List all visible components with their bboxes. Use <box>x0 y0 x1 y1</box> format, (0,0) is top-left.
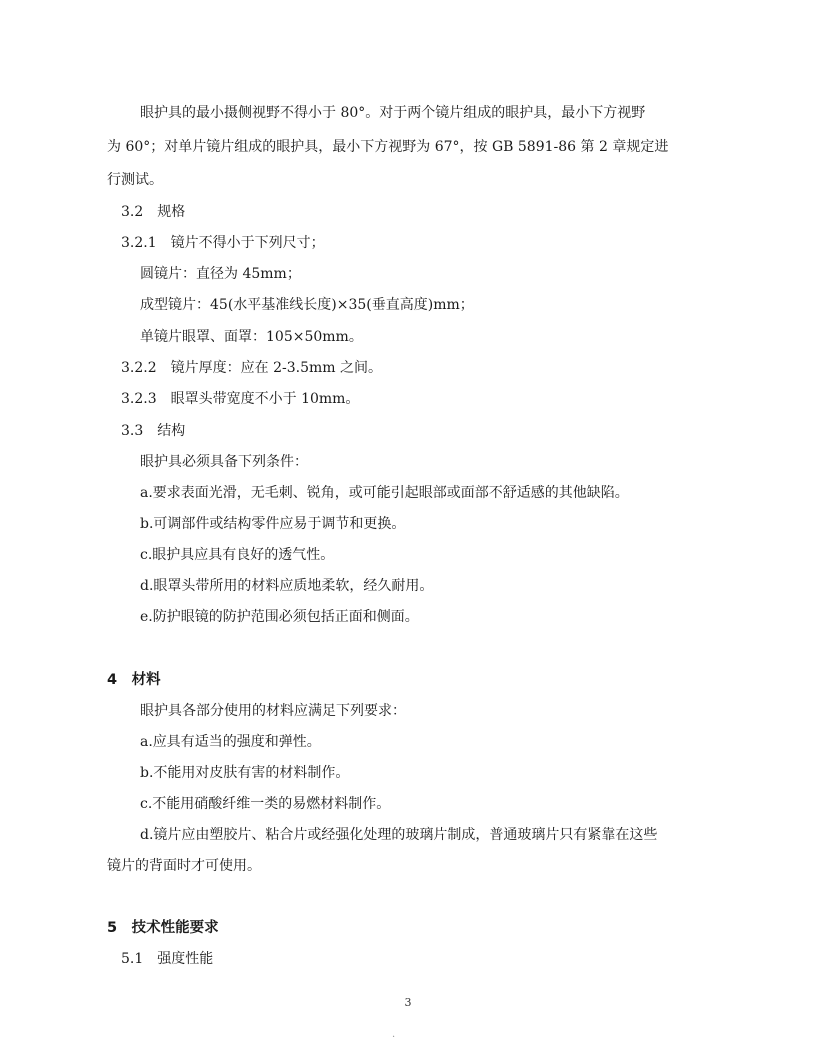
clause-3-2-3: 3.2.3 眼罩头带宽度不小于 10mm。 <box>121 391 360 407</box>
list-item: 圆镜片：直径为 45mm； <box>140 266 301 282</box>
list-item: d.镜片应由塑胶片、粘合片或经强化处理的玻璃片制成，普通玻璃片只有紧靠在这些 <box>140 827 658 843</box>
paragraph-line: 眼护具各部分使用的材料应满足下列要求： <box>140 703 406 719</box>
list-item: d.眼罩头带所用的材料应质地柔软，经久耐用。 <box>140 578 434 594</box>
paragraph-line: 为 60°；对单片镜片组成的眼护具，最小下方视野为 67°，按 GB 5891-86 第 2 章规定进 <box>107 139 669 155</box>
section-heading-4: 4 材料 <box>107 672 161 688</box>
paragraph-line: 镜片的背面时才可使用。 <box>107 858 261 874</box>
list-item: b.可调部件或结构零件应易于调节和更换。 <box>140 516 406 532</box>
section-heading-5: 5 技术性能要求 <box>107 920 219 936</box>
section-heading-5-1: 5.1 强度性能 <box>121 951 214 967</box>
footer-mark: · <box>392 1032 396 1043</box>
list-item: b.不能用对皮肤有害的材料制作。 <box>140 765 350 781</box>
section-heading-3-3: 3.3 结构 <box>121 423 186 439</box>
paragraph-line: 眼护具必须具备下列条件： <box>140 454 308 470</box>
page-number: 3 <box>404 996 412 1009</box>
list-item: e.防护眼镜的防护范围必须包括正面和侧面。 <box>140 609 419 625</box>
list-item: 成型镜片：45(水平基准线长度)×35(垂直高度)mm； <box>140 297 474 313</box>
paragraph-line: 行测试。 <box>107 172 163 188</box>
list-item: c.眼护具应具有良好的透气性。 <box>140 547 335 563</box>
section-heading-3-2: 3.2 规格 <box>121 204 186 220</box>
list-item: 单镜片眼罩、面罩：105×50mm。 <box>140 329 363 345</box>
list-item: a.应具有适当的强度和弹性。 <box>140 734 321 750</box>
list-item: c.不能用硝酸纤维一类的易燃材料制作。 <box>140 796 391 812</box>
paragraph-line: 眼护具的最小摄侧视野不得小于 80°。对于两个镜片组成的眼护具，最小下方视野 <box>140 105 646 121</box>
clause-3-2-2: 3.2.2 镜片厚度：应在 2-3.5mm 之间。 <box>121 360 382 376</box>
list-item: a.要求表面光滑，无毛刺、锐角，或可能引起眼部或面部不舒适感的其他缺陷。 <box>140 485 629 501</box>
clause-3-2-1: 3.2.1 镜片不得小于下列尺寸； <box>121 235 325 251</box>
